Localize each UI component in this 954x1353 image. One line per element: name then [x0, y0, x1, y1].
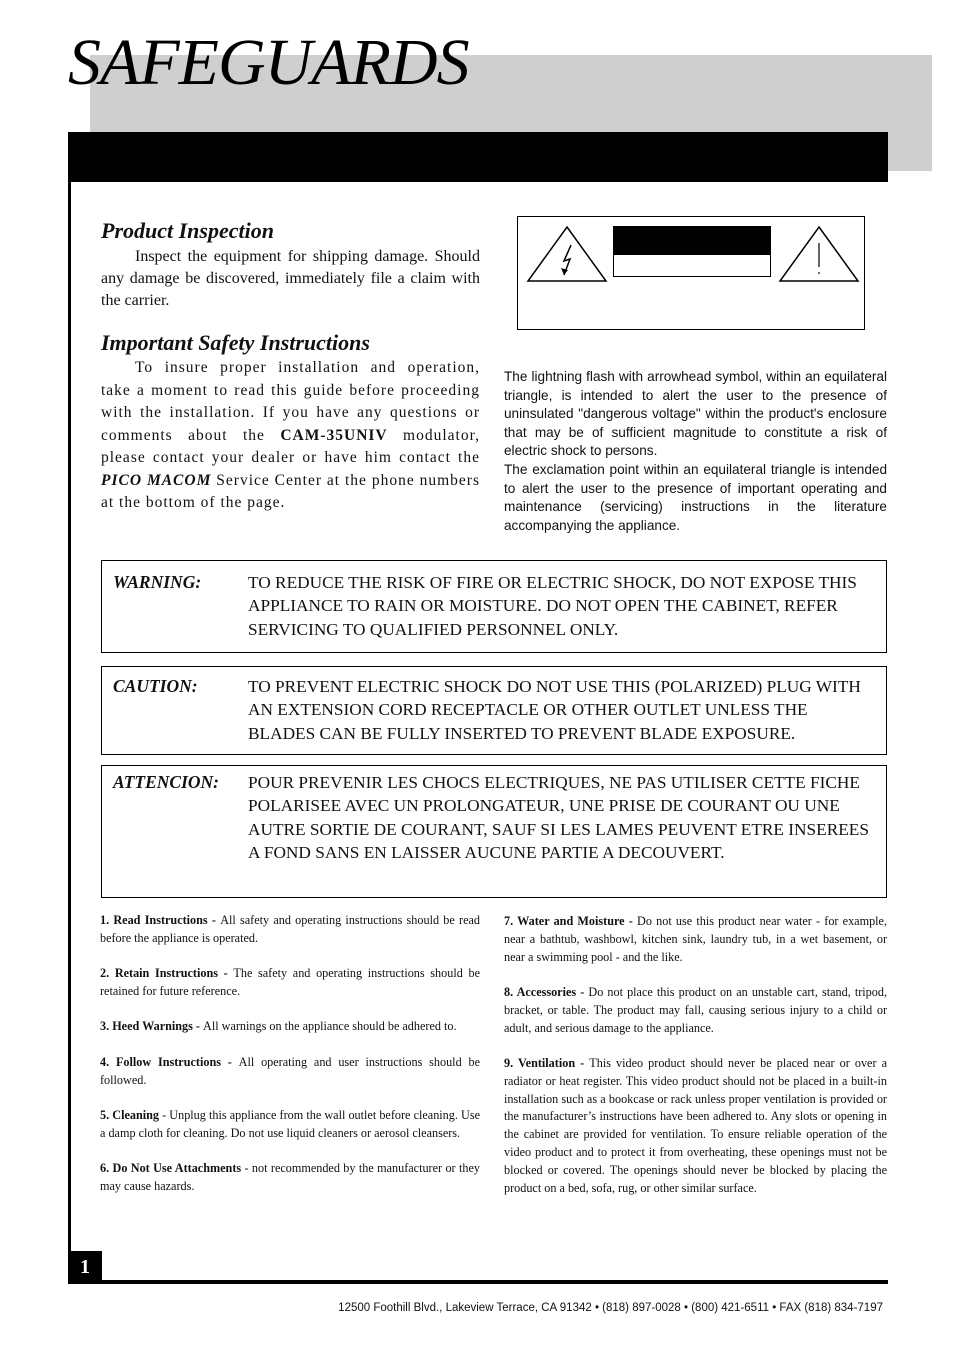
safety-instructions-heading: Important Safety Instructions [101, 330, 370, 355]
instruction-text: - Unplug this appliance from the wall outlet before cleaning. Use a damp cloth for cleaning. Do not use liquid cleaners or aerosol cleansers. [100, 1107, 480, 1140]
caution-text: TO PREVENT ELECTRIC SHOCK DO NOT USE THIS (POLARIZED) PLUG WITH AN EXTENSION CORD RECEPTACLE OR OTHER OUTLET UNLESS THE BLADES CAN BE FULLY INSERTED TO PREVENT BLADE EXPOSURE. [248, 677, 861, 743]
caution-label: CAUTION: [113, 676, 198, 696]
warning-notice [101, 560, 887, 653]
instructions-right-column [504, 913, 887, 1215]
instruction-item [504, 913, 887, 966]
bottom-rule [68, 1280, 888, 1284]
caution-notice [101, 666, 887, 755]
instruction-text: Do not use this product near water - for example, near a bathtub, washbowl, kitchen sink, laundry tub, in a wet basement, or near a swimming pool - and the like. [504, 914, 888, 964]
lightning-symbol-text: The lightning flash with arrowhead symbol, within an equilateral triangle, is intended to alert the user to the presence of uninsulated "dangerous voltage" within the product's enclosure that may be of sufficient magnitude to constitute a risk of electric shock to persons. [504, 369, 887, 459]
product-inspection-heading: Product Inspection [101, 218, 274, 243]
company-name: PICO MACOM [101, 471, 212, 489]
instructions-left-column [100, 912, 480, 1213]
page-title: SAFEGUARDS [68, 26, 469, 99]
instruction-title: 7. Water and Moisture - [504, 914, 638, 928]
instruction-title: 3. Heed Warnings - [100, 1019, 204, 1034]
instruction-item [100, 965, 480, 1001]
symbol-explanation [504, 368, 887, 535]
instruction-text: This video product should never be placed near or over a radiator or heat register. This video product should not be placed in a built-in installation such as a bookcase or rack unless proper ventilation is provided or the manufacturer’s instructions have been adhered to. Any slots or opening in the cabinet are provided for ventilation. To ensure reliable operation of the video product and to protect it from overheating, these openings must not be blocked or covered. The openings should never be blocked by placing the product on a bed, sofa, rug, or other similar surface. [504, 1055, 887, 1195]
left-margin-rule [68, 182, 71, 1284]
instruction-text: - not recommended by the manufacturer or they may cause hazards. [100, 1161, 480, 1193]
warning-text: TO REDUCE THE RISK OF FIRE OR ELECTRIC SHOCK, DO NOT EXPOSE THIS APPLIANCE TO RAIN OR MOISTURE. DO NOT OPEN THE CABINET, REFER SERVICING TO QUALIFIED PERSONNEL ONLY. [248, 573, 857, 639]
safety-instructions-text [101, 357, 480, 515]
instruction-item [100, 1107, 480, 1143]
instruction-item [100, 1054, 480, 1090]
instruction-item [504, 984, 887, 1037]
header-black-bar [68, 132, 888, 182]
safety-text-part: Service Center at the phone numbers at the bottom of the page. [101, 471, 480, 511]
instruction-title: 2. Retain Instructions - [100, 966, 234, 981]
caution-label-black-band [613, 226, 771, 254]
lightning-triangle-icon [526, 225, 608, 283]
instruction-item [100, 912, 480, 948]
instruction-title: 8. Accessories - [504, 984, 589, 999]
safety-text-part: modulator, please contact your dealer or have him contact the [101, 426, 480, 466]
model-name: CAM-35UNIV [280, 426, 388, 444]
instruction-text: All safety and operating instructions should be read before the appliance is operated. [100, 913, 480, 945]
instruction-text: The safety and operating instructions should be retained for future reference. [100, 966, 480, 998]
exclamation-triangle-icon [778, 225, 860, 283]
instruction-title: 5. Cleaning [100, 1107, 163, 1122]
instruction-text: All warnings on the appliance should be adhered to. [203, 1019, 457, 1034]
instruction-item [100, 1018, 480, 1036]
instruction-text: All operating and user instructions should be followed. [100, 1054, 480, 1087]
instruction-text: Do not place this product on an unstable cart, stand, tripod, bracket, or table. The product may fall, causing serious injury to a child or adult, and serious damage to the appliance. [504, 984, 888, 1035]
instruction-title: 1. Read Instructions - [100, 913, 221, 927]
exclamation-symbol-text: The exclamation point within an equilateral triangle is intended to alert the user to the presence of important operating and maintenance (servicing) instructions in the literature accompanying the appliance. [504, 461, 887, 533]
instruction-title: 4. Follow Instructions - [100, 1054, 239, 1069]
caution-label-white-band [613, 254, 771, 277]
instruction-item [504, 1055, 887, 1197]
caution-symbol-box [517, 216, 865, 330]
footer-address: 12500 Foothill Blvd., Lakeview Terrace, CA 91342 • (818) 897-0028 • (800) 421-6511 • FAX (818) 834-7197 [338, 1302, 883, 1314]
warning-label: WARNING: [113, 572, 202, 592]
attencion-text: POUR PREVENIR LES CHOCS ELECTRIQUES, NE PAS UTILISER CETTE FICHE POLARISEE AVEC UN PROLONGATEUR, UNE PRISE DE COURANT OU UNE AUTRE SORTIE DE COURANT, SAUF SI LES LAMES PEUVENT ETRE INSEREES A FOND SANS EN LAISSER AUCUNE PARTIE A DECOUVERT. [248, 773, 869, 862]
attencion-notice [101, 765, 887, 898]
page-number: 1 [68, 1251, 102, 1284]
instruction-title: 9. Ventilation - [504, 1055, 590, 1070]
product-inspection-text: Inspect the equipment for shipping damage. Should any damage be discovered, immediately file a claim with the carrier. [101, 248, 480, 309]
instruction-item [100, 1160, 480, 1196]
instruction-title: 6. Do Not Use Attachments [100, 1161, 245, 1176]
attencion-label: ATTENCION: [113, 772, 219, 792]
safety-text-part: To insure proper installation and operation, take a moment to read this guide before proceeding with the installation. If you have any questions or comments about the [101, 359, 480, 444]
